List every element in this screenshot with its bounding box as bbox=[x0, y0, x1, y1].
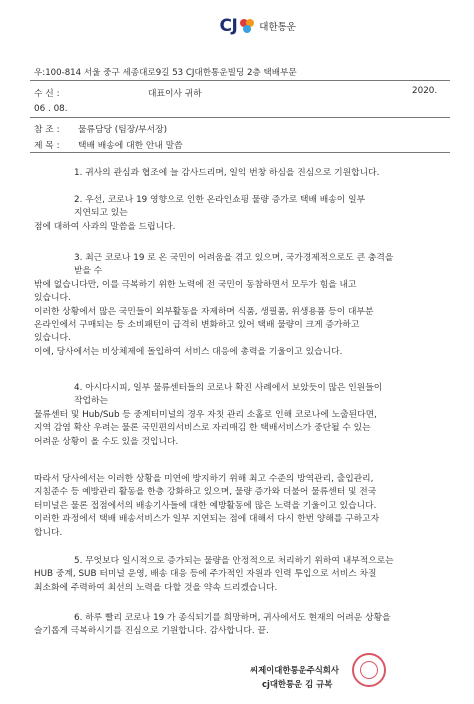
letter-body bbox=[34, 167, 446, 180]
paragraph-3: 3. 최근 코로나 19 로 온 국민이 어려움을 겪고 있으며, 국가경제적으로도 큰 충격을 받을 수 밖에 없습니다만, 이를 극복하기 위한 노력에 전 국민이 동참하면서 모두가 힘을 내고 있습니다. 이러한 상황에서 많은 국민들이 외부활동을 자제하며 식품, 생필품, 위생용품 등이 대부분 온라인에서 구매되는 등 소비패턴이 급격히 변화하고 있어 택배 물량이 크게 증가하고 있습니다. 이에, 당사에서는 비상체제에 돌입하여 서비스 대응에 총력을 기울이고 있습니다. bbox=[34, 253, 394, 357]
divider bbox=[30, 117, 450, 118]
paragraph-2: 2. 우선, 코로나 19 영향으로 인한 온라인쇼핑 물량 증가로 택배 배송이 일부 지연되고 있는 점에 대하여 사과의 말씀을 드립니다. bbox=[34, 195, 366, 232]
paragraph-1: 1. 귀사의 관심과 협조에 늘 감사드리며, 일익 번창 하심을 진심으로 기원합니다. bbox=[74, 168, 380, 178]
company-seal-stamp bbox=[352, 653, 386, 687]
paragraph-7: 6. 하루 빨리 코로나 19 가 종식되기를 희망하며, 귀사에서도 현재의 어려운 상황을 슬기롭게 극복하시기를 진심으로 기원합니다. 감사합니다. 끝. bbox=[34, 613, 391, 637]
logo-text: CJ bbox=[219, 16, 238, 36]
signature-company: 씨제이대한통운주식회사 bbox=[250, 665, 339, 675]
paragraph-6: 5. 무엇보다 일시적으로 증가되는 물량을 안정적으로 처리하기 위하여 내부적으로는 HUB 중계, SUB 터미널 운영, 배송 대응 등에 주가적인 자원과 인력 투입으로 서비스 차질 최소화에 주력하여 최선의 노력을 다할 것을 약속 드리겠습니다. bbox=[34, 556, 394, 593]
date-day: 06 . 08. bbox=[34, 104, 68, 114]
paragraph-5: 따라서 당사에서는 이러한 상황을 미연에 방지하기 위해 최고 수준의 방역관리, 출입관리, 지침준수 등 예방관리 활동을 한층 강화하고 있으며, 물량 증가와 더불어 물류센터 및 전국 터미널은 물론 접점에서의 배송기사들에 대한 예방활동에 많은 노력을 기울이고 있습니다. 이러한 과정에서 택배 배송서비스가 일부 지연되는 점에 대해서 다시 한번 양해를 구하고자 합니다. bbox=[34, 474, 380, 538]
logo-name: 대한통운 bbox=[259, 22, 296, 33]
to-value: 대표이사 귀하 bbox=[148, 89, 202, 99]
ref-value: 물류담당 (팀장/부서장) bbox=[78, 125, 168, 135]
sender-address: 우:100-814 서울 중구 세종대로9길 53 CJ대한통운빌딩 2층 택배부문 bbox=[34, 68, 297, 78]
cj-mark-icon bbox=[238, 17, 256, 35]
divider bbox=[30, 152, 450, 153]
subject-value: 택배 배송에 대한 안내 말씀 bbox=[78, 141, 183, 151]
paragraph-4: 4. 아시다시피, 일부 물류센터들의 코로나 확진 사례에서 보았듯이 많은 인원들이 작업하는 물류센터 및 Hub/Sub 등 중계터미널의 경우 자칫 관리 소홀로 인해 코로나에 노출된다면, 지역 감염 확산 우려는 물론 국민편의서비스로 자리매김 한 택배서비스가 중단될 수 있는 어려운 상황이 올 수도 있을 것입니다. bbox=[34, 383, 383, 447]
ref-label: 참 조 : bbox=[34, 125, 60, 135]
to-label: 수 신 : bbox=[34, 89, 60, 99]
company-logo bbox=[219, 16, 296, 36]
signature-name: cj대한통운 김 규복 bbox=[262, 679, 333, 689]
date-year: 2020. bbox=[412, 86, 438, 96]
subject-label: 제 목 : bbox=[34, 141, 60, 151]
divider bbox=[30, 80, 450, 81]
